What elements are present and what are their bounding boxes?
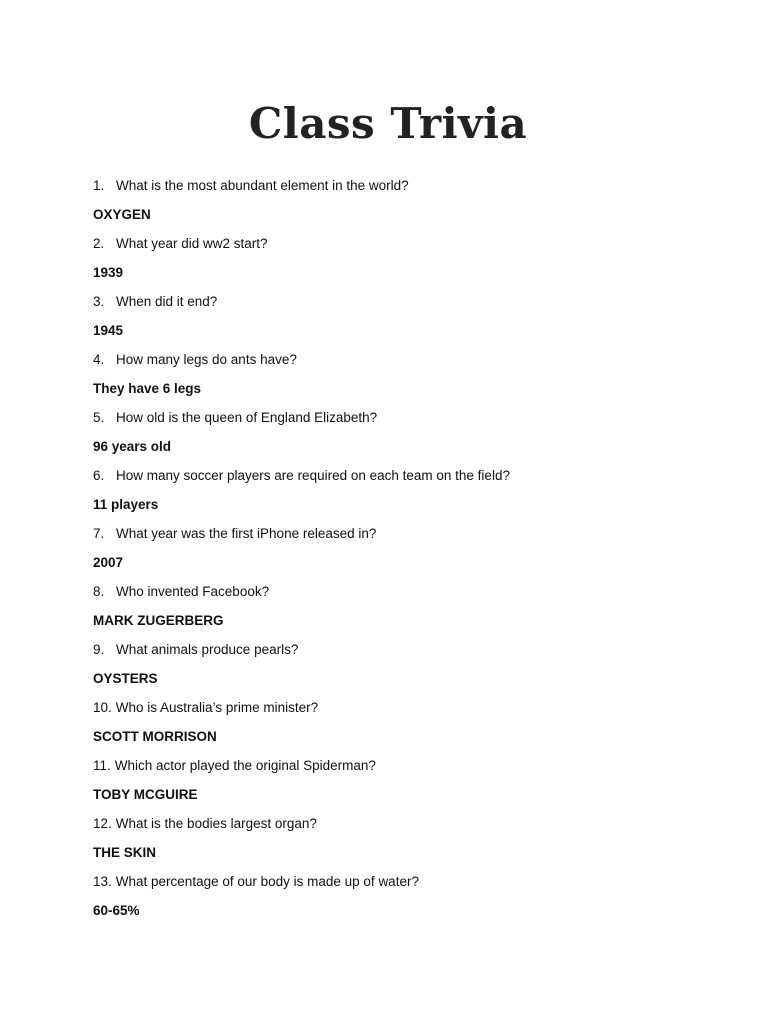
question-item (93, 577, 713, 606)
question-number: 1. (93, 178, 105, 193)
answer-text: OXYGEN (93, 207, 151, 222)
answer-text: SCOTT MORRISON (93, 729, 217, 744)
question-item (93, 635, 713, 664)
answer-text: 60-65% (93, 903, 140, 918)
question-item (93, 519, 713, 548)
question-item (93, 345, 713, 374)
question-item (93, 229, 713, 258)
question-text: What animals produce pearls? (116, 642, 299, 657)
question-number: 11. (93, 758, 111, 773)
answer-text: 1945 (93, 323, 124, 338)
question-text: What year did ww2 start? (116, 236, 268, 251)
answer-text: 96 years old (93, 439, 172, 454)
answer-text: 11 players (93, 497, 159, 512)
question-number: 6. (93, 468, 105, 483)
answer-text: THE SKIN (93, 845, 157, 860)
question-item (93, 461, 713, 490)
question-number: 7. (93, 526, 105, 541)
question-text: What is the bodies largest organ? (115, 816, 317, 831)
answer-text: 1939 (93, 265, 124, 280)
question-item (93, 403, 713, 432)
question-text: How old is the queen of England Elizabeth? (116, 410, 378, 425)
question-number: 5. (93, 410, 105, 425)
question-text: Which actor played the original Spiderman? (114, 758, 376, 773)
question-number: 8. (93, 584, 105, 599)
question-item (93, 171, 713, 200)
question-item (93, 693, 713, 722)
question-text: What year was the first iPhone released in? (116, 526, 377, 541)
question-item (93, 751, 713, 780)
question-text: When did it end? (116, 294, 218, 309)
answer-text: 2007 (93, 555, 124, 570)
trivia-list (93, 171, 713, 925)
answer-text: OYSTERS (93, 671, 158, 686)
answer-text: MARK ZUGERBERG (93, 613, 224, 628)
answer-text: TOBY MCGUIRE (93, 787, 198, 802)
question-item (93, 867, 713, 896)
question-item (93, 809, 713, 838)
question-number: 13. (93, 874, 112, 889)
question-number: 10. (93, 700, 112, 715)
question-text: Who invented Facebook? (116, 584, 270, 599)
question-text: How many soccer players are required on each team on the field? (116, 468, 510, 483)
question-number: 3. (93, 294, 105, 309)
question-number: 12. (93, 816, 112, 831)
question-text: What percentage of our body is made up of water? (115, 874, 419, 889)
answer-text: They have 6 legs (93, 381, 202, 396)
question-item (93, 287, 713, 316)
question-text: What is the most abundant element in the world? (116, 178, 409, 193)
question-number: 9. (93, 642, 105, 657)
page-title: Class Trivia (248, 99, 528, 148)
question-text: Who is Australia’s prime minister? (115, 700, 319, 715)
question-text: How many legs do ants have? (116, 352, 297, 367)
question-number: 2. (93, 236, 105, 251)
question-number: 4. (93, 352, 105, 367)
